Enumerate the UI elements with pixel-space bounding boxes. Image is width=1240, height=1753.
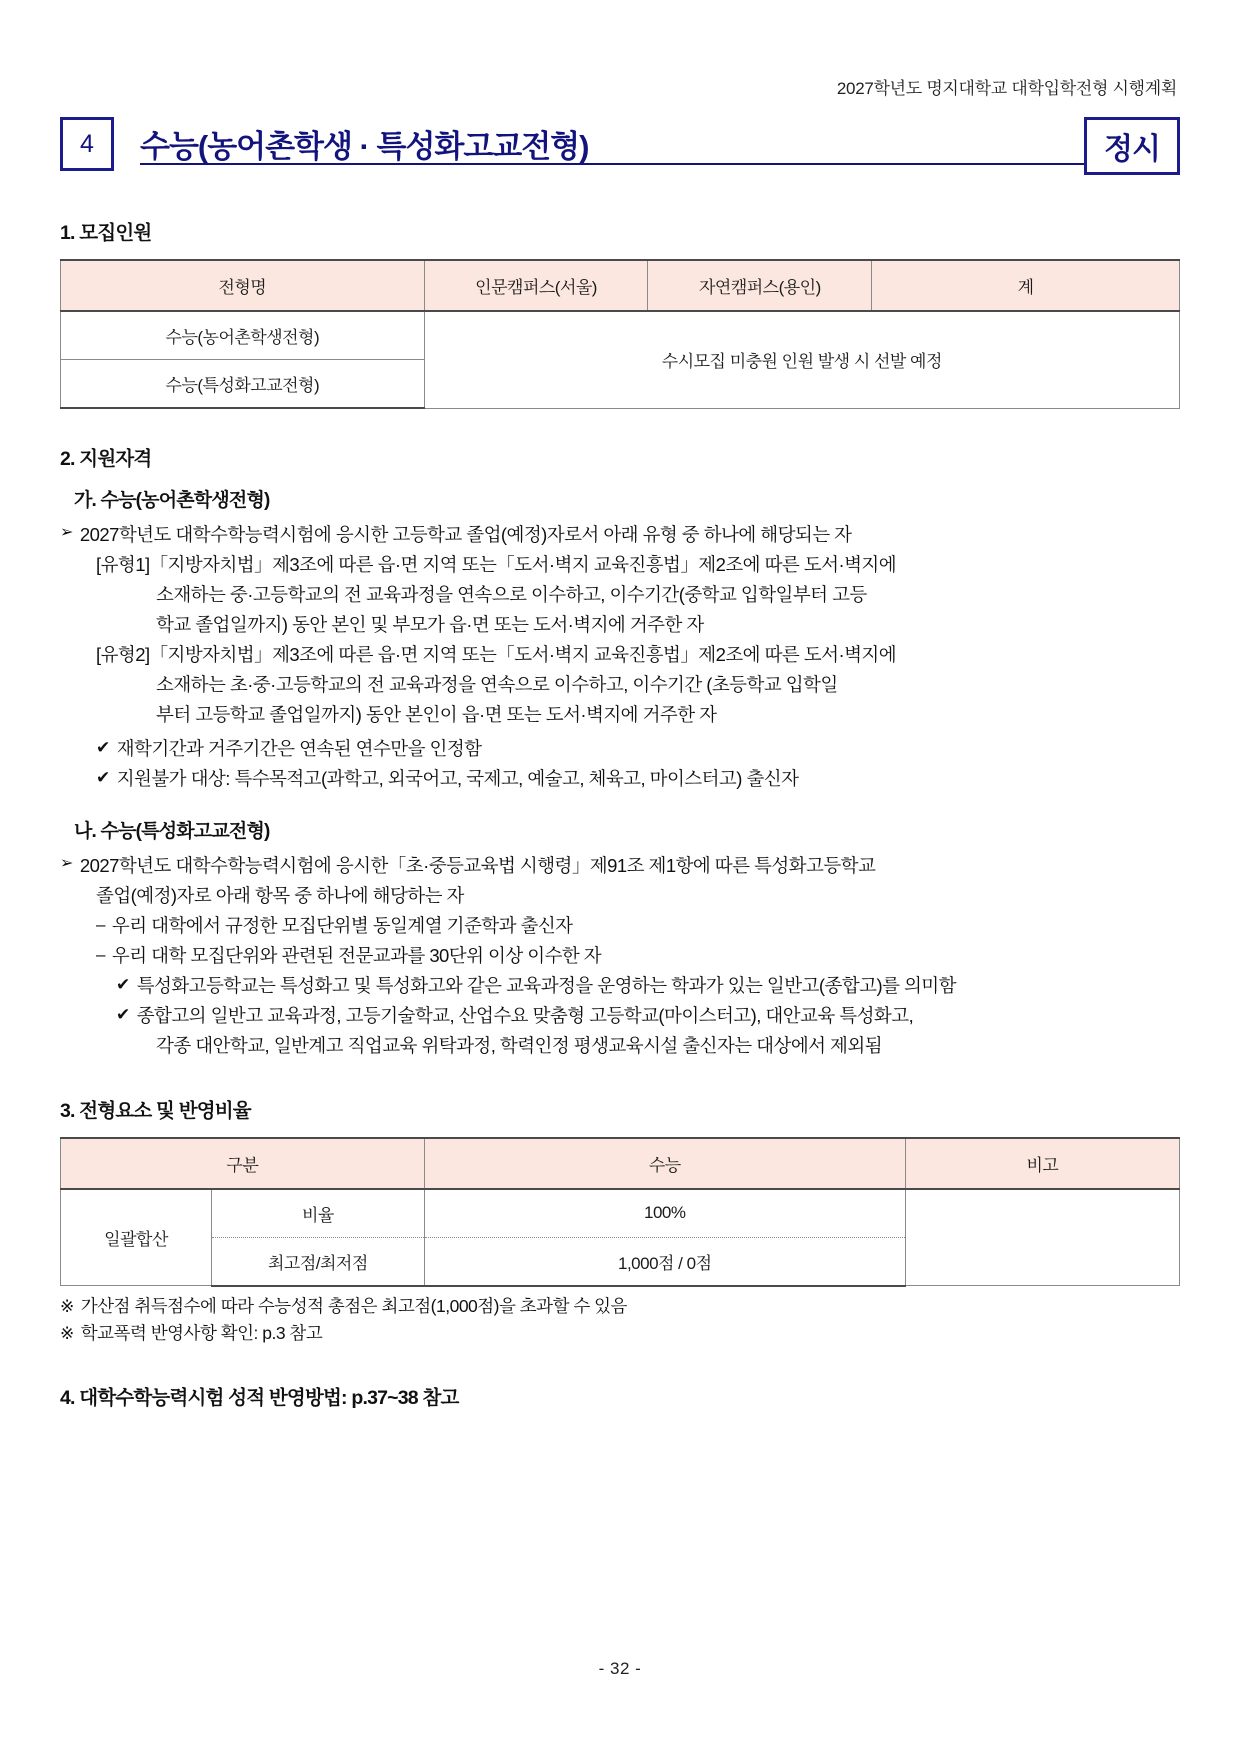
- page-title-band: [60, 115, 1180, 177]
- section-2b-dash-1: [60, 911, 1180, 941]
- row-label-ratio: 비율: [212, 1189, 425, 1238]
- type-1-line-1: 「지방자치법」제3조에 따른 읍·면 지역 또는「도서·벽지 교육진흥법」제2조에 따른 도서·벽지에: [149, 553, 897, 575]
- type-2-line-2: 소재하는 초·중·고등학교의 전 교육과정을 연속으로 이수하고, 이수기간 (초등학교 입학일: [156, 673, 838, 695]
- section-2a-check-2-text: 지원불가 대상: 특수목적고(과학고, 외국어고, 국제고, 예술고, 체육고, 마이스터고) 출신자: [116, 767, 799, 789]
- check-bullet-icon: ✔: [96, 767, 110, 787]
- dash-bullet-icon: –: [96, 914, 105, 934]
- col-header-remark: 비고: [905, 1138, 1179, 1189]
- section-2a-check-1: [60, 734, 1180, 764]
- col-header-total: 계: [872, 260, 1180, 311]
- section-2-heading: 2. 지원자격: [60, 448, 152, 470]
- type-2-line-3: 부터 고등학교 졸업일까지) 동안 본인이 읍·면 또는 도서·벽지에 거주한 자: [156, 703, 717, 725]
- reference-mark-icon: ※: [60, 1324, 74, 1344]
- section-2a-check-2: [60, 764, 1180, 794]
- row-group-label-batch-sum: 일괄합산: [61, 1189, 212, 1286]
- section-2b-lead-line-1: 2027학년도 대학수학능력시험에 응시한「초·중등교육법 시행령」제91조 제1항에 따른 특성화고등학교: [79, 854, 876, 876]
- section-2a-lead-text: 2027학년도 대학수학능력시험에 응시한 고등학교 졸업(예정)자로서 아래 유형 중 하나에 해당되는 자: [79, 524, 852, 545]
- dash-bullet-icon: –: [96, 944, 105, 964]
- type-2-label: [유형2]: [96, 643, 150, 665]
- section-2b-dash-2: [60, 941, 1180, 971]
- row-value-max-min: 1,000점 / 0점: [424, 1237, 905, 1286]
- section-2a-heading: 가. 수능(농어촌학생전형): [74, 490, 270, 511]
- arrow-bullet-icon: ➢: [60, 524, 73, 541]
- row-label-max-min: 최고점/최저점: [212, 1237, 425, 1286]
- table-row: [61, 1189, 1180, 1238]
- table-header-row: [61, 260, 1180, 311]
- type-1-line-2: 소재하는 중·고등학교의 전 교육과정을 연속으로 이수하고, 이수기간(중학교 입학일부터 고등: [156, 583, 867, 605]
- page-title-text: 수능(농어촌학생 · 특성화고교전형): [140, 131, 602, 162]
- qualification-type-2: [60, 640, 1180, 670]
- qualification-type-1: [60, 550, 1180, 580]
- track-name-vocational: 수능(특성화고교전형): [61, 360, 425, 409]
- evaluation-table-wrap: [60, 1137, 1180, 1287]
- section-4-heading: 4. 대학수학능력시험 성적 반영방법: p.37~38 참고: [60, 1386, 459, 1409]
- type-1-label: [유형1]: [96, 553, 150, 575]
- arrow-bullet-icon: ➢: [60, 854, 73, 872]
- check-bullet-icon: ✔: [96, 737, 110, 757]
- reference-mark-icon: ※: [60, 1296, 74, 1316]
- section-2a-check-1-text: 재학기간과 거주기간은 연속된 연수만을 인정함: [116, 737, 482, 759]
- page-number-footer: - 32 -: [598, 1659, 642, 1678]
- type-1-line-3: 학교 졸업일까지) 동안 본인 및 부모가 읍·면 또는 도서·벽지에 거주한 자: [156, 613, 704, 635]
- row-value-remark: [905, 1189, 1179, 1286]
- section-2b-dash-2-text: 우리 대학 모집단위와 관련된 전문교과를 30단위 이상 이수한 자: [111, 944, 602, 966]
- check-bullet-icon: ✔: [116, 1004, 130, 1024]
- section-3-heading: 3. 전형요소 및 반영비율: [60, 1099, 251, 1122]
- section-2b-check-2: [60, 1001, 1180, 1031]
- section-number-box: 4: [60, 117, 114, 171]
- col-header-natural: 자연캠퍼스(용인): [648, 260, 872, 311]
- admission-type-badge: 정시: [1084, 117, 1180, 175]
- section-2a-lead: [60, 520, 1180, 550]
- section-2b-check-1: [60, 971, 1180, 1001]
- section-2b-check-2-line-2: 각종 대안학교, 일반계고 직업교육 위탁과정, 학력인정 평생교육시설 출신자는 대상에서 제외됨: [156, 1034, 883, 1056]
- section-2b-check-2-line-1: 종합고의 일반고 교육과정, 고등기술학교, 산업수요 맞춤형 고등학교(마이스터고), 대안교육 특성화고,: [136, 1004, 914, 1026]
- page-title: [114, 115, 1084, 177]
- running-header: 2027학년도 명지대학교 대학입학전형 시행계획: [836, 79, 1177, 98]
- section-2b-lead-line-2: 졸업(예정)자로 아래 항목 중 하나에 해당하는 자: [96, 884, 464, 906]
- table-row: [61, 311, 1180, 360]
- recruitment-table-wrap: [60, 259, 1180, 409]
- section-3-note-1: [60, 1293, 1180, 1321]
- track-name-rural: 수능(농어촌학생전형): [61, 311, 425, 360]
- section-1-heading: 1. 모집인원: [60, 222, 152, 244]
- recruitment-table: [60, 259, 1180, 409]
- row-value-ratio: 100%: [424, 1189, 905, 1238]
- col-header-humanities: 인문캠퍼스(서울): [424, 260, 648, 311]
- section-3-note-1-text: 가산점 취득점수에 따라 수능성적 총점은 최고점(1,000점)을 초과할 수 있음: [80, 1295, 627, 1316]
- evaluation-table: [60, 1137, 1180, 1287]
- section-2b-lead: [60, 851, 1180, 881]
- section-3-note-2: [60, 1320, 1180, 1348]
- recruitment-merged-note: 수시모집 미충원 인원 발생 시 선발 예정: [424, 311, 1179, 408]
- type-2-line-1: 「지방자치법」제3조에 따른 읍·면 지역 또는「도서·벽지 교육진흥법」제2조에 따른 도서·벽지에: [149, 643, 897, 665]
- section-2b-dash-1-text: 우리 대학에서 규정한 모집단위별 동일계열 기준학과 출신자: [111, 914, 573, 936]
- col-header-suneung: 수능: [424, 1138, 905, 1189]
- section-3-note-2-text: 학교폭력 반영사항 확인: p.3 참고: [80, 1323, 323, 1344]
- col-header-track: 전형명: [61, 260, 425, 311]
- section-2b-heading: 나. 수능(특성화고교전형): [74, 820, 270, 842]
- check-bullet-icon: ✔: [116, 974, 130, 994]
- section-2b-check-1-text: 특성화고등학교는 특성화고 및 특성화고와 같은 교육과정을 운영하는 학과가 있는 일반고(종합고)를 의미함: [136, 974, 956, 996]
- table-header-row: [61, 1138, 1180, 1189]
- col-header-division: 구분: [61, 1138, 425, 1189]
